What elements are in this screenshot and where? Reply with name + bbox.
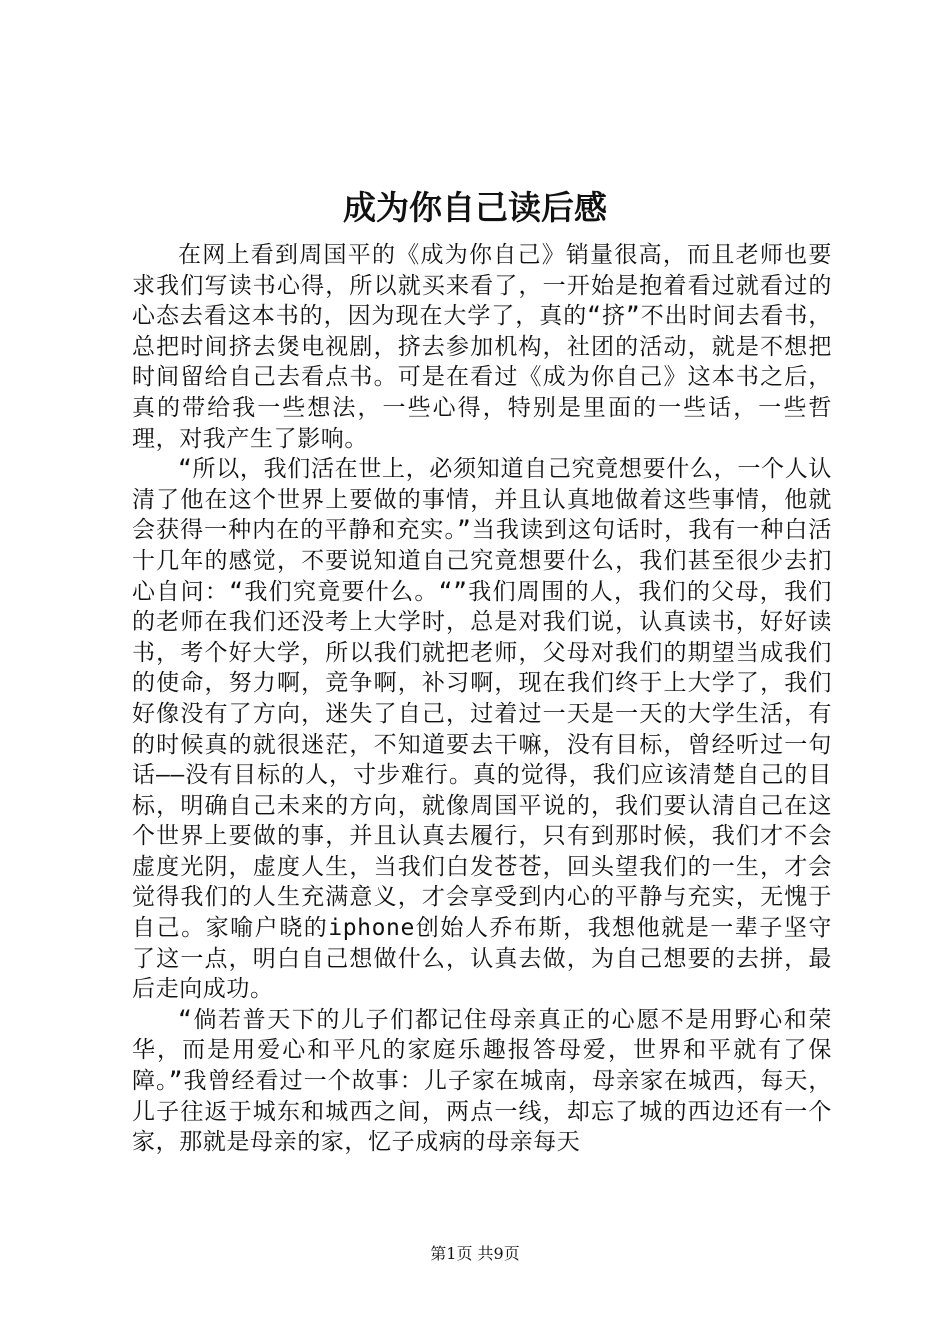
document-title: 成为你自己读后感: [343, 188, 607, 227]
page-number-footer: 第1页 共9页: [430, 1244, 520, 1263]
document-body: [132, 240, 832, 1158]
paragraph-3: “倘若普天下的儿子们都记住母亲真正的心愿不是用野心和荣华，而是用爱心和平凡的家庭乐趣报答母爱，世界和平就有了保障。”我曾经看过一个故事：儿子家在城南，母亲家在城西，每天，儿子往返于城东和城西之间，两点一线，却忘了城的西边还有一个家，那就是母亲的家，忆子成病的母亲每天: [132, 1006, 832, 1156]
paragraph-1: 在网上看到周国平的《成为你自己》销量很高，而且老师也要求我们写读书心得，所以就买来看了，一开始是抱着看过就看过的心态去看这本书的，因为现在大学了，真的“挤”不出时间去看书，总把时间挤去煲电视剧，挤去参加机构，社团的活动，就是不想把时间留给自己去看点书。可是在看过《成为你自己》这本书之后，真的带给我一些想法，一些心得，特别是里面的一些话，一些哲理，对我产生了影响。: [132, 242, 832, 452]
paragraph-2: “所以，我们活在世上，必须知道自己究竟想要什么，一个人认清了他在这个世界上要做的事情，并且认真地做着这些事情，他就会获得一种内在的平静和充实。”当我读到这句话时，我有一种白活十几年的感觉，不要说知道自己究竟想要什么，我们甚至很少去扪心自问：“我们究竟要什么。“”我们周围的人，我们的父母，我们的老师在我们还没考上大学时，总是对我们说，认真读书，好好读书，考个好大学，所以我们就把老师，父母对我们的期望当成我们的使命，努力啊，竞争啊，补习啊，现在我们终于上大学了，我们好像没有了方向，迷失了自己，过着过一天是一天的大学生活，有的时候真的就很迷茫，不知道要去干嘛，没有目标，曾经听过一句话——没有目标的人，寸步难行。真的觉得，我们应该清楚自己的目标，明确自己未来的方向，就像周国平说的，我们要认清自己在这个世界上要做的事，并且认真去履行，只有到那时候，我们才不会虚度光阴，虚度人生，当我们白发苍苍，回头望我们的一生，才会觉得我们的人生充满意义，才会享受到内心的平静与充实，无愧于自己。家喻户晓的iphone创始人乔布斯，我想他就是一辈子坚守了这一点，明白自己想做什么，认真去做，为自己想要的去拼，最后走向成功。: [132, 456, 832, 1003]
